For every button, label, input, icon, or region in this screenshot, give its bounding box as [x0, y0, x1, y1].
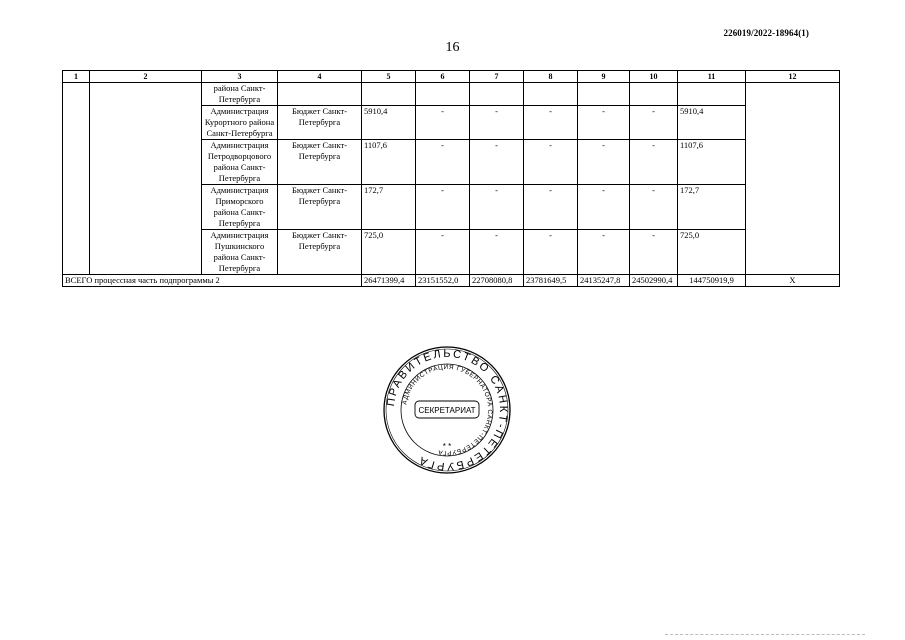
total-label: ВСЕГО процессная часть подпрограммы 2	[63, 275, 362, 287]
value-cell: 172,7	[362, 185, 416, 230]
value-cell: 725,0	[362, 230, 416, 275]
value-cell: -	[470, 230, 524, 275]
column-header: 11	[678, 71, 746, 83]
value-cell: -	[524, 140, 578, 185]
value-cell: -	[416, 140, 470, 185]
value-cell: 5910,4	[678, 106, 746, 140]
value-cell: 172,7	[678, 185, 746, 230]
org-cell: Администрация Курортного района Санкт-Петербурга	[202, 106, 278, 140]
org-cell: района Санкт-Петербурга	[202, 83, 278, 106]
source-cell: Бюджет Санкт-Петербурга	[278, 106, 362, 140]
total-value: 22708080,8	[470, 275, 524, 287]
value-cell	[362, 83, 416, 106]
source-cell: Бюджет Санкт-Петербурга	[278, 230, 362, 275]
value-cell: -	[470, 106, 524, 140]
source-cell	[278, 83, 362, 106]
column-number-row	[63, 71, 840, 83]
column-header: 6	[416, 71, 470, 83]
stamp-outer-text: ПРАВИТЕЛЬСТВО САНКТ-ПЕТЕРБУРГА	[384, 347, 510, 473]
cell-col-2	[90, 83, 202, 275]
total-value: Х	[746, 275, 840, 287]
value-cell: -	[578, 185, 630, 230]
value-cell	[416, 83, 470, 106]
value-cell: 725,0	[678, 230, 746, 275]
source-cell: Бюджет Санкт-Петербурга	[278, 140, 362, 185]
column-header: 5	[362, 71, 416, 83]
stamp-seal	[382, 345, 512, 475]
total-value: 26471399,4	[362, 275, 416, 287]
cell-col-1	[63, 83, 90, 275]
page-number: 16	[445, 40, 460, 55]
value-cell: -	[630, 140, 678, 185]
total-value: 24135247,8	[578, 275, 630, 287]
value-cell: -	[524, 230, 578, 275]
value-cell: -	[524, 185, 578, 230]
column-header: 7	[470, 71, 524, 83]
column-header: 10	[630, 71, 678, 83]
value-cell: -	[470, 185, 524, 230]
secretariat-stamp	[382, 345, 512, 475]
cell-col-12	[746, 83, 840, 275]
value-cell: -	[630, 106, 678, 140]
value-cell: -	[578, 106, 630, 140]
column-header: 2	[90, 71, 202, 83]
value-cell	[470, 83, 524, 106]
stamp-center-text: СЕКРЕТАРИАТ	[418, 406, 476, 415]
value-cell: -	[630, 230, 678, 275]
value-cell: 5910,4	[362, 106, 416, 140]
total-value: 23781649,5	[524, 275, 578, 287]
stamp-inner-text: АДМИНИСТРАЦИЯ ГУБЕРНАТОРА САНКТ-ПЕТЕРБУРГА	[401, 363, 494, 457]
org-cell: Администрация Пушкинского района Санкт-Петербурга	[202, 230, 278, 275]
value-cell: -	[416, 106, 470, 140]
total-row	[63, 275, 840, 287]
column-header: 12	[746, 71, 840, 83]
value-cell: -	[524, 106, 578, 140]
column-header: 4	[278, 71, 362, 83]
value-cell	[630, 83, 678, 106]
value-cell	[578, 83, 630, 106]
value-cell: -	[630, 185, 678, 230]
total-value: 144750919,9	[678, 275, 746, 287]
scan-artifact-line	[665, 634, 865, 636]
source-cell: Бюджет Санкт-Петербурга	[278, 185, 362, 230]
document-id: 226019/2022-18964(1)	[723, 28, 809, 38]
value-cell: -	[416, 185, 470, 230]
value-cell: -	[578, 230, 630, 275]
column-header: 9	[578, 71, 630, 83]
column-header: 3	[202, 71, 278, 83]
table-row	[63, 83, 840, 106]
stamp-stars: * *	[442, 442, 452, 451]
value-cell: 1107,6	[678, 140, 746, 185]
column-header: 1	[63, 71, 90, 83]
column-header: 8	[524, 71, 578, 83]
value-cell: -	[470, 140, 524, 185]
value-cell: -	[416, 230, 470, 275]
value-cell	[524, 83, 578, 106]
total-value: 23151552,0	[416, 275, 470, 287]
budget-table	[62, 70, 840, 287]
org-cell: Администрация Петродворцового района Санкт-Петербурга	[202, 140, 278, 185]
value-cell	[678, 83, 746, 106]
org-cell: Администрация Приморского района Санкт-Петербурга	[202, 185, 278, 230]
value-cell: 1107,6	[362, 140, 416, 185]
value-cell: -	[578, 140, 630, 185]
total-value: 24502990,4	[630, 275, 678, 287]
